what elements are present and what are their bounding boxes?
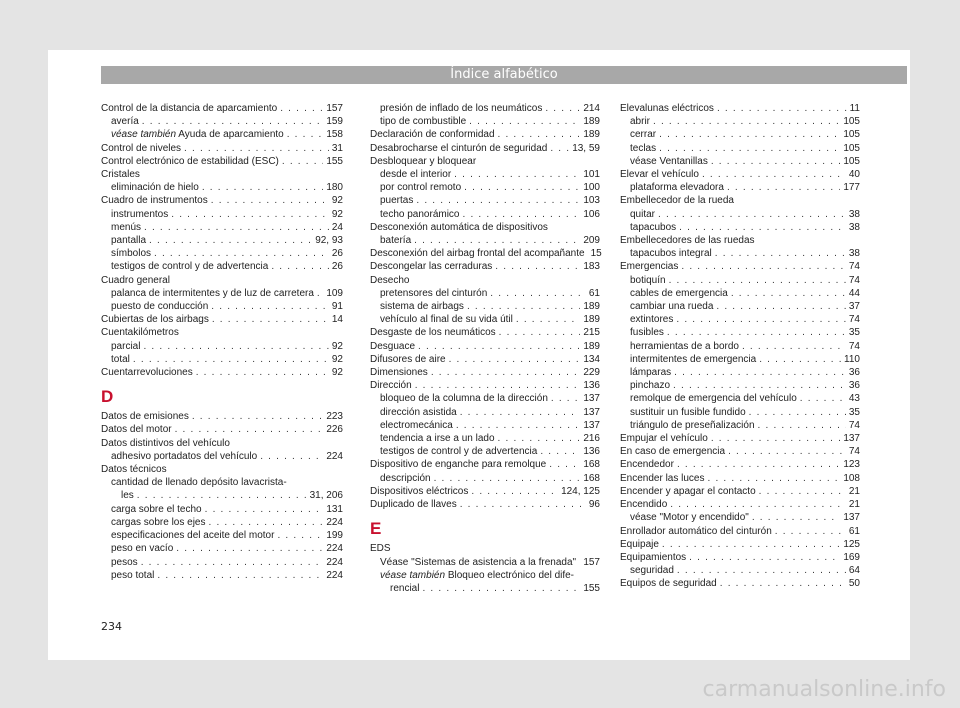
index-entry: Dispositivo de enganche para remolque . . . 168: [370, 458, 600, 471]
index-entry: menús . . . 24: [101, 221, 343, 234]
index-entry: parcial . . . 92: [101, 340, 343, 353]
index-entry: testigos de control y de advertencia . . . 26: [101, 260, 343, 273]
index-heading: Embellecedores de las ruedas: [620, 235, 755, 247]
index-heading: EDS: [370, 543, 391, 555]
index-entry: les . . . 31, 206: [101, 489, 343, 502]
index-entry: desde el interior . . . 101: [370, 168, 600, 181]
index-entry: Difusores de aire . . . 134: [370, 353, 600, 366]
index-entry: total . . . 92: [101, 353, 343, 366]
index-entry: Encender y apagar el contacto . . . 21: [620, 485, 860, 498]
index-entry: pinchazo . . . 36: [620, 379, 860, 392]
index-entry: tendencia a irse a un lado . . . 216: [370, 432, 600, 445]
index-entry: Desgaste de los neumáticos . . . 215: [370, 326, 600, 339]
index-heading: Datos distintivos del vehículo: [101, 437, 230, 449]
index-entry: peso total . . . 224: [101, 569, 343, 582]
index-entry: Declaración de conformidad . . . 189: [370, 128, 600, 141]
index-entry: avería . . . 159: [101, 115, 343, 128]
index-entry: por control remoto . . . 100: [370, 181, 600, 194]
index-entry: cambiar una rueda . . . 37: [620, 300, 860, 313]
index-entry: Dimensiones . . . 229: [370, 366, 600, 379]
index-entry: símbolos . . . 26: [101, 247, 343, 260]
index-entry: cables de emergencia . . . 44: [620, 287, 860, 300]
index-entry: Cuentarrevoluciones . . . 92: [101, 366, 343, 379]
index-entry: fusibles . . . 35: [620, 326, 860, 339]
page-header: Índice alfabético: [101, 66, 907, 84]
index-entry: Enrollador automático del cinturón . . . 61: [620, 525, 860, 538]
index-entry: Elevar el vehículo . . . 40: [620, 168, 860, 181]
index-entry: Desconexión del airbag frontal del acompañante 15: [370, 248, 602, 260]
index-entry: palanca de intermitentes y de luz de carretera . . . 109: [101, 287, 343, 300]
index-entry: rencial . . . 155: [370, 582, 600, 595]
index-entry: Encender las luces . . . 108: [620, 472, 860, 485]
index-entry: Datos del motor . . . 226: [101, 423, 343, 436]
index-entry: Elevalunas eléctricos . . . 11: [620, 102, 860, 115]
index-entry: sustituir un fusible fundido . . . 35: [620, 406, 860, 419]
index-heading: Cristales: [101, 169, 140, 181]
index-entry: plataforma elevadora . . . 177: [620, 181, 860, 194]
index-entry: véase "Motor y encendido" . . . 137: [620, 511, 860, 524]
index-entry: Equipaje . . . 125: [620, 538, 860, 551]
index-heading: Datos técnicos: [101, 464, 167, 476]
index-entry: bloqueo de la columna de la dirección . . . 137: [370, 392, 600, 405]
index-entry: Equipamientos . . . 169: [620, 551, 860, 564]
index-entry: abrir . . . 105: [620, 115, 860, 128]
index-heading: Desecho: [370, 274, 410, 286]
index-entry: véase Ventanillas . . . 105: [620, 155, 860, 168]
index-page: [48, 50, 910, 660]
index-entry: testigos de control y de advertencia . . . 136: [370, 445, 600, 458]
index-entry: botiquín . . . 74: [620, 274, 860, 287]
index-entry: Datos de emisiones . . . 223: [101, 410, 343, 423]
index-entry: En caso de emergencia . . . 74: [620, 445, 860, 458]
index-heading: Desbloquear y bloquear: [370, 155, 477, 167]
index-entry: Cuadro de instrumentos . . . 92: [101, 194, 343, 207]
index-entry: cerrar . . . 105: [620, 128, 860, 141]
index-entry: Dispositivos eléctricos . . . 124, 125: [370, 485, 600, 498]
index-entry: Control de la distancia de aparcamiento . . . 157: [101, 102, 343, 115]
index-heading: Cuadro general: [101, 274, 170, 286]
section-letter-e: E: [370, 519, 382, 539]
index-entry: Véase "Sistemas de asistencia a la frenada" . . . 157: [370, 556, 600, 569]
index-entry: Desguace . . . 189: [370, 340, 600, 353]
index-entry: sistema de airbags . . . 189: [370, 300, 600, 313]
index-entry: puesto de conducción . . . 91: [101, 300, 343, 313]
index-heading: Desconexión automática de dispositivos: [370, 221, 548, 233]
index-entry: Control electrónico de estabilidad (ESC) . . . 155: [101, 155, 343, 168]
index-entry: instrumentos . . . 92: [101, 208, 343, 221]
index-entry: Empujar el vehículo . . . 137: [620, 432, 860, 445]
index-heading: Cuentakilómetros: [101, 327, 179, 339]
index-entry: Control de niveles . . . 31: [101, 142, 343, 155]
index-entry: peso en vacío . . . 224: [101, 542, 343, 555]
index-entry: techo panorámico . . . 106: [370, 208, 600, 221]
index-entry: tapacubos integral . . . 38: [620, 247, 860, 260]
section-letter-d: D: [101, 387, 114, 407]
index-entry: pantalla . . . 92, 93: [101, 234, 343, 247]
index-entry: Desabrocharse el cinturón de seguridad . . . 13, 59: [370, 142, 600, 155]
index-entry: véase también Ayuda de aparcamiento . . . 158: [101, 128, 343, 141]
index-entry: carga sobre el techo . . . 131: [101, 503, 343, 516]
index-entry: presión de inflado de los neumáticos . . . 214: [370, 102, 600, 115]
index-entry: quitar . . . 38: [620, 208, 860, 221]
index-entry: batería . . . 209: [370, 234, 600, 247]
index-entry: Duplicado de llaves . . . 96: [370, 498, 600, 511]
index-subheading: cantidad de llenado depósito lavacrista-: [111, 477, 287, 489]
index-entry: pretensores del cinturón . . . 61: [370, 287, 600, 300]
index-heading: Embellecedor de la rueda: [620, 195, 734, 207]
index-entry: pesos . . . 224: [101, 556, 343, 569]
index-subheading: véase también Bloqueo electrónico del dife-: [380, 569, 575, 581]
index-entry: tapacubos . . . 38: [620, 221, 860, 234]
index-entry: Descongelar las cerraduras . . . 183: [370, 260, 600, 273]
index-entry: Encendido . . . 21: [620, 498, 860, 511]
index-entry: herramientas de a bordo . . . 74: [620, 340, 860, 353]
index-entry: intermitentes de emergencia . . . 110: [620, 353, 860, 366]
index-entry: Cubiertas de los airbags . . . 14: [101, 313, 343, 326]
index-entry: dirección asistida . . . 137: [370, 406, 600, 419]
page-number: 234: [101, 620, 122, 633]
index-column-3: [620, 102, 860, 591]
index-entry: Encendedor . . . 123: [620, 458, 860, 471]
index-entry: teclas . . . 105: [620, 142, 860, 155]
index-column-2: [370, 102, 600, 595]
index-entry: descripción . . . 168: [370, 472, 600, 485]
index-column-1: [101, 102, 343, 582]
index-entry: especificaciones del aceite del motor . . . 199: [101, 529, 343, 542]
index-entry: Emergencias . . . 74: [620, 260, 860, 273]
index-entry: seguridad . . . 64: [620, 564, 860, 577]
index-entry: Dirección . . . 136: [370, 379, 600, 392]
index-entry: tipo de combustible . . . 189: [370, 115, 600, 128]
index-entry: eliminación de hielo . . . 180: [101, 181, 343, 194]
index-entry: electromecánica . . . 137: [370, 419, 600, 432]
index-entry: vehículo al final de su vida útil . . . 189: [370, 313, 600, 326]
index-entry: lámparas . . . 36: [620, 366, 860, 379]
index-entry: Equipos de seguridad . . . 50: [620, 577, 860, 590]
index-entry: cargas sobre los ejes . . . 224: [101, 516, 343, 529]
watermark-text: carmanualsonline.info: [702, 677, 946, 702]
index-entry: adhesivo portadatos del vehículo . . . 224: [101, 450, 343, 463]
index-entry: puertas . . . 103: [370, 194, 600, 207]
index-entry: extintores . . . 74: [620, 313, 860, 326]
index-entry: remolque de emergencia del vehículo . . . 43: [620, 392, 860, 405]
index-entry: triángulo de preseñalización . . . 74: [620, 419, 860, 432]
